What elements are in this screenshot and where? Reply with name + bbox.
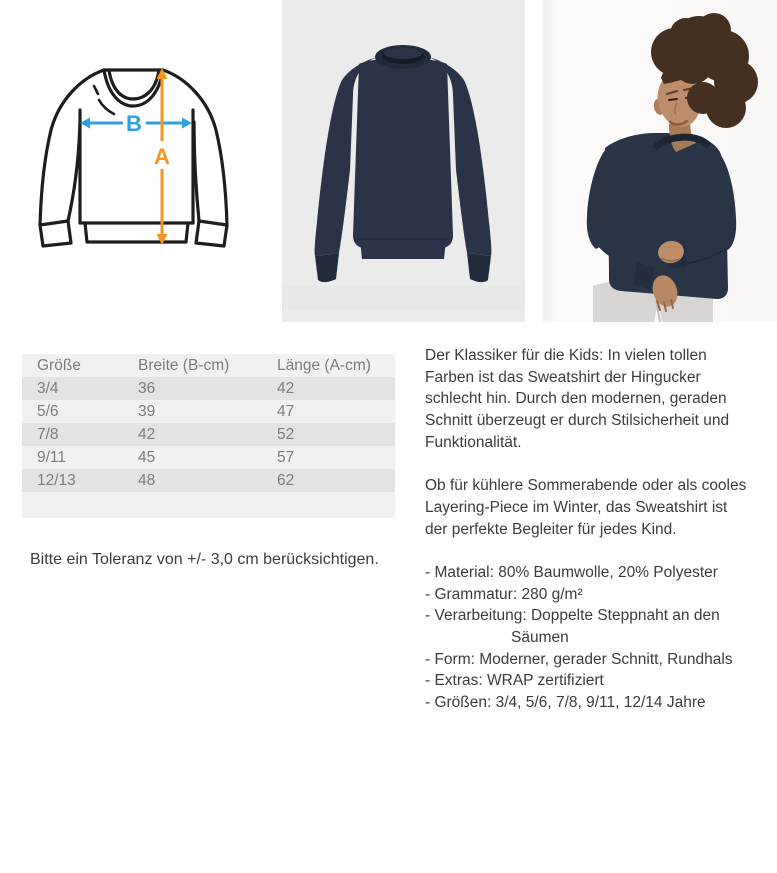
model-photo xyxy=(543,0,777,322)
detail-line: - Größen: 3/4, 5/6, 7/8, 9/11, 12/14 Jahre xyxy=(425,694,706,711)
cell-length: 47 xyxy=(277,402,295,420)
table-row xyxy=(22,400,395,423)
size-table-header-row xyxy=(22,354,395,377)
size-table xyxy=(22,354,395,518)
cell-length: 62 xyxy=(277,471,295,489)
table-row xyxy=(22,469,395,492)
description-line: Layering-Piece im Winter, das Sweatshirt ist xyxy=(425,498,728,516)
model-photo-graphic xyxy=(543,0,777,322)
cell-length: 57 xyxy=(277,448,295,466)
size-diagram-image xyxy=(37,60,243,250)
detail-line: - Verarbeitung: Doppelte Steppnaht an den xyxy=(425,607,720,625)
width-label: B xyxy=(126,111,142,136)
description-line: Der Klassiker für die Kids: In vielen tollen xyxy=(425,347,707,364)
model-sweatshirt xyxy=(587,133,736,299)
cell-length: 42 xyxy=(277,379,295,397)
cell-width: 48 xyxy=(138,471,156,489)
cell-length: 52 xyxy=(277,425,295,443)
length-label: A xyxy=(154,144,170,169)
paragraph-gap xyxy=(425,453,777,475)
table-row xyxy=(22,446,395,469)
cell-width: 36 xyxy=(138,379,156,397)
detail-line: Säumen xyxy=(511,628,569,646)
detail-line: - Form: Moderner, gerader Schnitt, Rundhals xyxy=(425,650,733,668)
description-line: Farben ist das Sweatshirt der Hingucker xyxy=(425,368,701,386)
product-description xyxy=(425,345,777,714)
tolerance-note: Bitte ein Toleranz von +/- 3,0 cm berücksichtigen. xyxy=(30,551,379,568)
cell-size: 12/13 xyxy=(37,471,76,489)
cell-size: 3/4 xyxy=(37,379,59,397)
description-line: Ob für kühlere Sommerabende oder als cooles xyxy=(425,477,747,495)
detail-line: - Material: 80% Baumwolle, 20% Polyester xyxy=(425,563,718,581)
description-line: Funktionalität. xyxy=(425,433,522,451)
cell-width: 42 xyxy=(138,425,156,443)
detail-line: - Grammatur: 280 g/m² xyxy=(425,585,583,603)
product-photo xyxy=(282,0,525,322)
description-line: Schnitt überzeugt er durch Stilsicherheit und xyxy=(425,412,730,430)
product-photo-graphic xyxy=(282,0,525,322)
cell-size: 7/8 xyxy=(37,425,59,443)
cell-size: 5/6 xyxy=(37,402,59,420)
table-row xyxy=(22,377,395,400)
detail-line: - Extras: WRAP zertifiziert xyxy=(425,672,604,690)
cell-width: 39 xyxy=(138,402,156,420)
table-row xyxy=(22,423,395,446)
size-table-header-width: Breite (B-cm) xyxy=(138,356,230,374)
size-table-header-length: Länge (A-cm) xyxy=(277,356,371,374)
description-line: schlecht hin. Durch den modernen, geraden xyxy=(425,390,727,408)
cell-size: 9/11 xyxy=(37,448,67,466)
sweatshirt-outline-drawing xyxy=(37,60,243,250)
paragraph-gap xyxy=(425,540,777,562)
size-table-header-size: Größe xyxy=(37,356,81,374)
description-line: der perfekte Begleiter für jedes Kind. xyxy=(425,520,677,538)
cell-width: 45 xyxy=(138,448,156,466)
